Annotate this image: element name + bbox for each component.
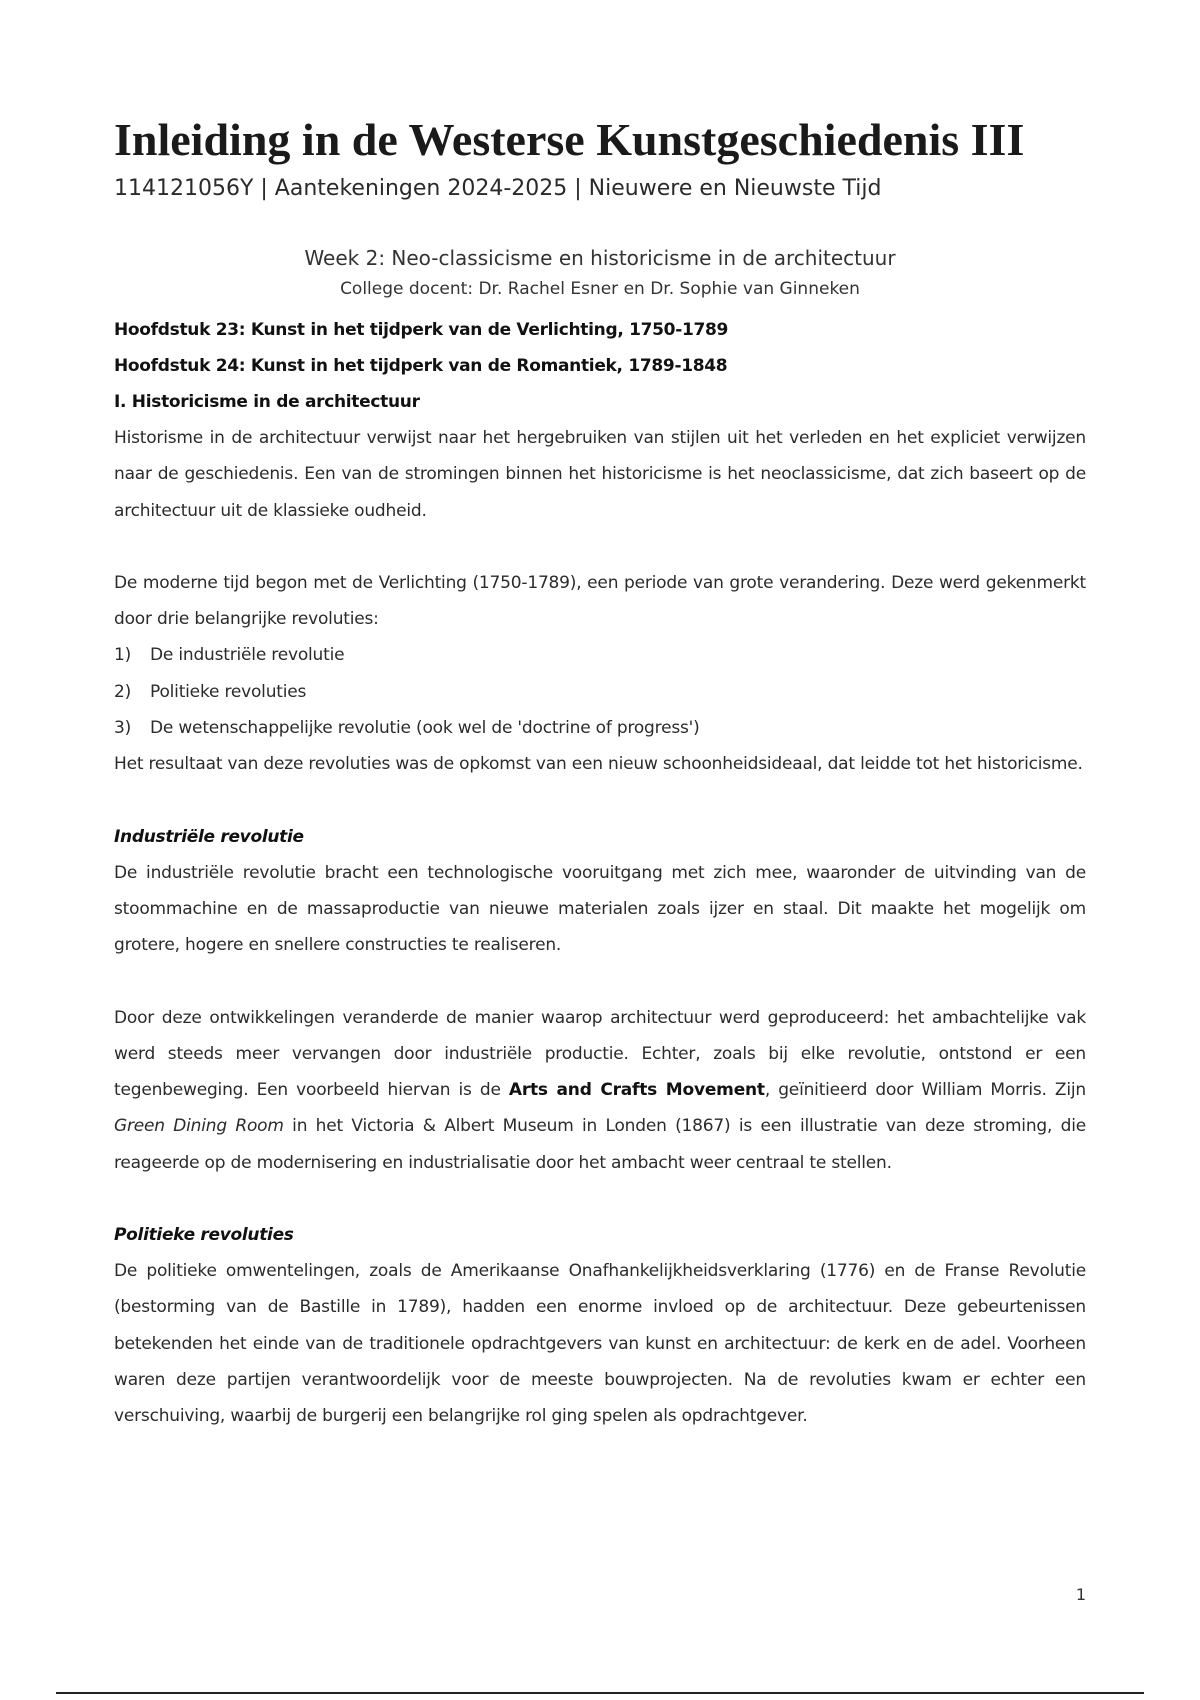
chapter-heading: Hoofdstuk 24: Kunst in het tijdperk van de Romantiek, 1789-1848 bbox=[114, 356, 728, 376]
list-item bbox=[114, 637, 1086, 673]
political-paragraph: De politieke omwentelingen, zoals de Amerikaanse Onafhankelijkheidsverklaring (1776) en de Franse Revolutie (bestorming van de Bastille in 1789), hadden een enorme invloed op de architectuur. Deze gebeurtenissen betekenden het einde van de traditionele opdrachtgevers van kunst en architectuur: de kerk en de adel. Voorheen waren deze partijen verantwoordelijk voor de meeste bouwprojecten. Na de revoluties kwam er echter een verschuiving, waarbij de burgerij een belangrijke rol ging spelen als opdrachtgever. bbox=[114, 1261, 1086, 1427]
list-text: De industriële revolutie bbox=[150, 645, 345, 666]
intro-paragraph: Historisme in de architectuur verwijst naar het hergebruiken van stijlen uit het verleden en het expliciet verwijzen naar de geschiedenis. Een van de stromingen binnen het historicisme is het neoclassicisme, dat zich baseert op de architectuur uit de klassieke oudheid. bbox=[114, 428, 1086, 521]
industrial-heading: Industriële revolutie bbox=[114, 826, 304, 847]
political-heading: Politieke revoluties bbox=[114, 1225, 294, 1246]
list-number: 1) bbox=[114, 645, 132, 666]
paragraph-text: in het Victoria & Albert Museum in Londen (1867) is een illustratie van deze stroming, die reageerde op de modernisering en industrialisatie door het ambacht weer centraal te stellen. bbox=[114, 1116, 1086, 1173]
document-page bbox=[114, 112, 1086, 1435]
list-item bbox=[114, 710, 1086, 746]
arts-crafts-term: Arts and Crafts Movement bbox=[508, 1080, 765, 1101]
list-number: 2) bbox=[114, 681, 132, 702]
list-text: De wetenschappelijke revolutie (ook wel de 'doctrine of progress') bbox=[150, 718, 700, 739]
artwork-title: Green Dining Room bbox=[114, 1116, 284, 1137]
paragraph-text: Door deze ontwikkelingen veranderde de manier waarop architectuur werd geproduceerd: het ambachtelijke vak werd steeds meer vervangen door industriële productie. Echter, zoals bij elke revolutie, ontstond er een tegenbeweging. Een voorbeeld hiervan is de bbox=[114, 1007, 1086, 1101]
week-heading: Week 2: Neo-classicisme en historicisme in de architectuur bbox=[304, 246, 896, 270]
lecturer-line: College docent: Dr. Rachel Esner en Dr. Sophie van Ginneken bbox=[340, 279, 860, 299]
list-number: 3) bbox=[114, 718, 132, 739]
list-text: Politieke revoluties bbox=[150, 681, 307, 702]
footer-divider bbox=[56, 1692, 1144, 1694]
chapter-heading: Hoofdstuk 23: Kunst in het tijdperk van de Verlichting, 1750-1789 bbox=[114, 320, 729, 340]
modern-intro-paragraph: De moderne tijd begon met de Verlichting (1750-1789), een periode van grote verandering. Deze werd gekenmerkt door drie belangrijke revoluties: bbox=[114, 572, 1086, 630]
arts-crafts-paragraph bbox=[114, 1000, 1086, 1181]
paragraph-text: , geïnitieerd door William Morris. Zijn bbox=[764, 1080, 1086, 1101]
list-item bbox=[114, 674, 1086, 710]
document-subtitle: 114121056Y | Aantekeningen 2024-2025 | Nieuwere en Nieuwste Tijd bbox=[114, 176, 882, 201]
section-heading: I. Historicisme in de architectuur bbox=[114, 392, 420, 412]
page-number: 1 bbox=[1075, 1585, 1086, 1604]
industrial-paragraph: De industriële revolutie bracht een technologische vooruitgang met zich mee, waaronder de uitvinding van de stoommachine en de massaproductie van nieuwe materialen zoals ijzer en staal. Dit maakte het mogelijk om grotere, hogere en snellere constructies te realiseren. bbox=[114, 862, 1086, 956]
document-title: Inleiding in de Westerse Kunstgeschiedenis III bbox=[114, 114, 1025, 165]
result-paragraph: Het resultaat van deze revoluties was de opkomst van een nieuw schoonheidsideaal, dat leidde tot het historicisme. bbox=[114, 754, 1083, 775]
